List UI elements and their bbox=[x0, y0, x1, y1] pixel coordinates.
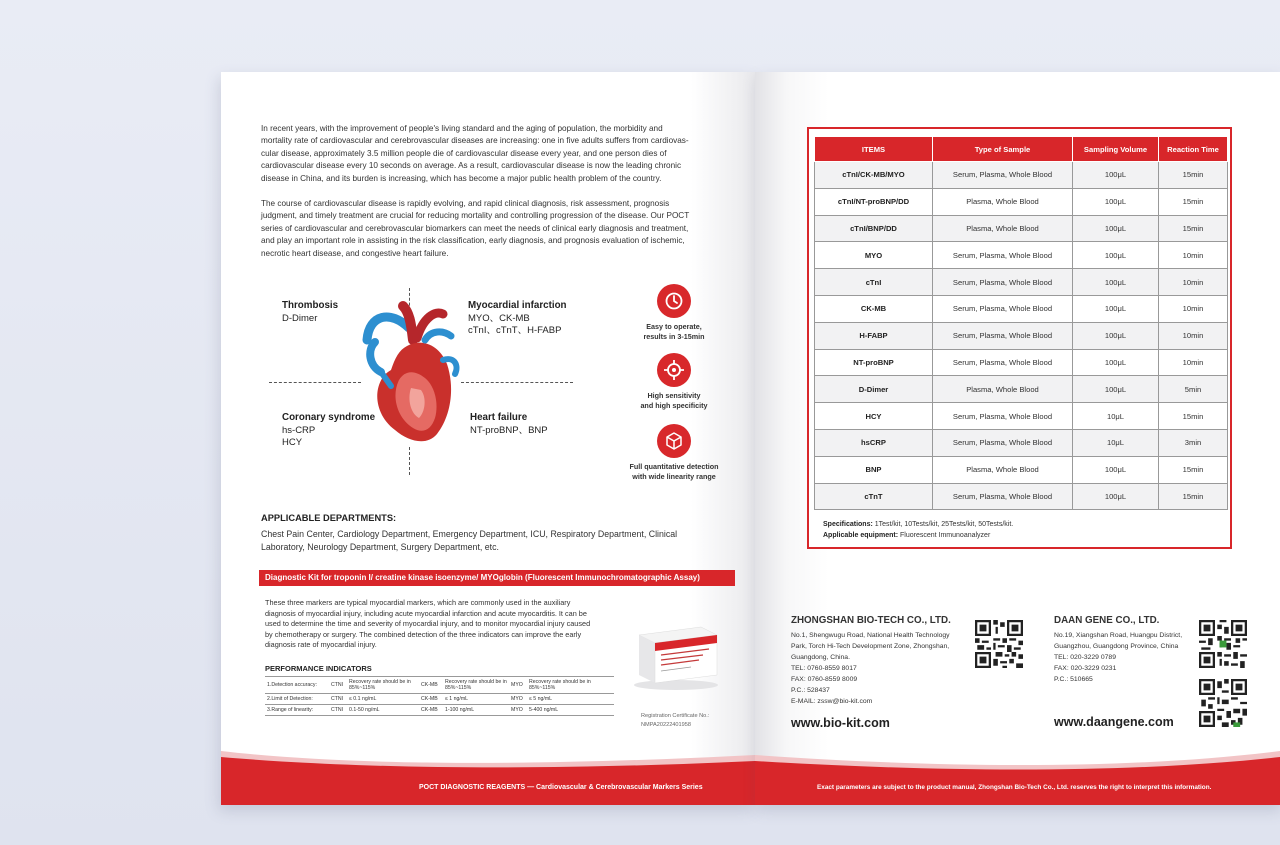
clock-icon bbox=[657, 284, 691, 318]
kit-line: These three markers are typical myocardial markers, which are commonly used in the auxiliary bbox=[265, 598, 571, 607]
feature-text: with wide linearity range bbox=[632, 472, 716, 481]
column-header: Reaction Time bbox=[1159, 137, 1228, 162]
marker-title: Thrombosis bbox=[282, 300, 339, 311]
marker-line: HCY bbox=[282, 437, 303, 448]
spec-value: 1Test/kit, 10Tests/kit, 25Tests/kit, 50Tests/kit. bbox=[874, 521, 1014, 528]
perf-cell: 0.1-50 ng/mL bbox=[347, 705, 419, 716]
intro-p1-line: cardiovascular disease every 10 seconds on average. As a result, cardiovascular disease is now the leading chronic bbox=[261, 161, 682, 171]
sample-type: Serum, Plasma, Whole Blood bbox=[933, 322, 1073, 349]
intro-p1-line: mortality rate of cardiovascular and cerebrovascular diseases are increasing: one in five adults suffers from cardiovas- bbox=[261, 136, 689, 146]
marker-line: MYO、CK-MB bbox=[468, 312, 530, 324]
item-name: MYO bbox=[815, 242, 933, 269]
sample-type: Serum, Plasma, Whole Blood bbox=[933, 349, 1073, 376]
reaction-time: 15min bbox=[1159, 403, 1228, 430]
reaction-time: 15min bbox=[1159, 215, 1228, 242]
spec-label: Specifications: bbox=[823, 521, 873, 528]
table-header-row bbox=[815, 137, 1228, 162]
sampling-volume: 100μL bbox=[1073, 456, 1159, 483]
item-name: CK-MB bbox=[815, 295, 933, 322]
item-name: cTnI/NT-proBNP/DD bbox=[815, 188, 933, 215]
table-row bbox=[815, 376, 1228, 403]
table-row bbox=[815, 162, 1228, 189]
qr-code bbox=[1199, 679, 1247, 727]
company-address: Park, Torch Hi-Tech Development Zone, Zhongshan, bbox=[791, 643, 950, 650]
perf-cell: CK-MB bbox=[419, 677, 443, 694]
sample-type: Serum, Plasma, Whole Blood bbox=[933, 162, 1073, 189]
feature-quantitative bbox=[619, 424, 729, 482]
footer-wave bbox=[755, 743, 1280, 805]
reaction-time: 15min bbox=[1159, 188, 1228, 215]
sampling-volume: 100μL bbox=[1073, 483, 1159, 510]
perf-cell: CK-MB bbox=[419, 705, 443, 716]
item-name: cTnI bbox=[815, 269, 933, 296]
reaction-time: 15min bbox=[1159, 456, 1228, 483]
marker-title: Coronary syndrome bbox=[282, 412, 376, 423]
sampling-volume: 10μL bbox=[1073, 429, 1159, 456]
sample-type: Serum, Plasma, Whole Blood bbox=[933, 242, 1073, 269]
table-row bbox=[815, 188, 1228, 215]
table-row bbox=[815, 242, 1228, 269]
feature-sensitivity bbox=[619, 353, 729, 411]
item-name: cTnI/BNP/DD bbox=[815, 215, 933, 242]
marker-line: NT-proBNP、BNP bbox=[470, 424, 548, 436]
perf-cell: CTNI bbox=[329, 677, 347, 694]
marker-coronary-syndrome bbox=[282, 412, 375, 450]
marker-myocardial-infarction bbox=[468, 300, 567, 338]
reaction-time: 3min bbox=[1159, 429, 1228, 456]
column-header: Type of Sample bbox=[933, 137, 1073, 162]
perf-cell: MYO bbox=[509, 694, 527, 705]
table-row bbox=[815, 215, 1228, 242]
intro-p2-line: series of cardiovascular and cerebrovascular biomarkers can meet the needs of clinical early diagnosis and treatment, bbox=[261, 223, 689, 233]
item-name: D-Dimer bbox=[815, 376, 933, 403]
sample-type: Serum, Plasma, Whole Blood bbox=[933, 269, 1073, 296]
reaction-time: 10min bbox=[1159, 322, 1228, 349]
qr-code bbox=[975, 620, 1023, 668]
performance-table bbox=[265, 676, 614, 716]
company-website-link[interactable]: www.bio-kit.com bbox=[791, 716, 890, 730]
perf-cell: 5-400 ng/mL bbox=[527, 705, 614, 716]
reaction-time: 10min bbox=[1159, 242, 1228, 269]
perf-cell: ≤ 5 ng/mL bbox=[527, 694, 614, 705]
company-postcode: P.C.: 510665 bbox=[1054, 676, 1093, 683]
marker-heart-failure bbox=[470, 412, 548, 437]
sampling-volume: 100μL bbox=[1073, 349, 1159, 376]
company-email[interactable]: E-MAIL: zssw@bio-kit.com bbox=[791, 698, 873, 705]
performance-title: PERFORMANCE INDICATORS bbox=[265, 664, 372, 673]
kit-line: diagnosis rate of myocardial injury. bbox=[265, 640, 377, 650]
company-zhongshan bbox=[791, 615, 951, 730]
perf-cell: CTNI bbox=[329, 705, 347, 716]
sample-type: Serum, Plasma, Whole Blood bbox=[933, 483, 1073, 510]
perf-cell: MYO bbox=[509, 677, 527, 694]
table-row bbox=[265, 677, 614, 694]
left-page bbox=[221, 72, 755, 805]
item-name: cTnT bbox=[815, 483, 933, 510]
sampling-volume: 100μL bbox=[1073, 322, 1159, 349]
departments-line: Chest Pain Center, Cardiology Department, Emergency Department, ICU, Respiratory Department, Clinical bbox=[261, 529, 678, 539]
reaction-time: 10min bbox=[1159, 295, 1228, 322]
feature-text: and high specificity bbox=[640, 401, 708, 410]
departments-text bbox=[261, 528, 701, 554]
sample-type: Plasma, Whole Blood bbox=[933, 188, 1073, 215]
target-icon bbox=[657, 353, 691, 387]
company-website-link[interactable]: www.daangene.com bbox=[1054, 715, 1174, 729]
column-header: ITEMS bbox=[815, 137, 933, 162]
sampling-volume: 100μL bbox=[1073, 242, 1159, 269]
company-daan-gene bbox=[1054, 615, 1182, 729]
departments-line: Laboratory, Neurology Department, Surgery Department, etc. bbox=[261, 542, 499, 552]
kit-line: by chemotherapy or surgery. The combined detection of the three indicators can improve the early bbox=[265, 629, 582, 639]
departments-title: APPLICABLE DEPARTMENTS: bbox=[261, 513, 397, 523]
company-tel: TEL: 0760-8559 8017 bbox=[791, 665, 857, 672]
specifications bbox=[823, 519, 1013, 541]
perf-cell: Recovery rate should be in 85%~115% bbox=[527, 677, 614, 694]
marker-thrombosis bbox=[282, 300, 338, 325]
sampling-volume: 100μL bbox=[1073, 269, 1159, 296]
cube-icon bbox=[657, 424, 691, 458]
footer-wave bbox=[221, 743, 755, 805]
sample-type: Serum, Plasma, Whole Blood bbox=[933, 403, 1073, 430]
company-postcode: P.C.: 528437 bbox=[791, 687, 830, 694]
intro-p2-line: necrotic heart disease, and congestive heart failure. bbox=[261, 248, 449, 258]
product-box-image bbox=[631, 621, 721, 691]
company-fax: FAX: 020-3229 0231 bbox=[1054, 665, 1117, 672]
sampling-volume: 100μL bbox=[1073, 162, 1159, 189]
kit-description bbox=[265, 598, 615, 651]
reaction-time: 15min bbox=[1159, 162, 1228, 189]
table-row bbox=[265, 705, 614, 716]
footer-disclaimer: Exact parameters are subject to the product manual, Zhongshan Bio-Tech Co., Ltd. reserves the right to interpret this information. bbox=[817, 784, 1212, 791]
intro-p1-line: cular disease, approximately 3.5 million people die of cardiovascular disease every year, and one person dies of bbox=[261, 148, 667, 158]
table-row bbox=[815, 322, 1228, 349]
sample-type: Serum, Plasma, Whole Blood bbox=[933, 429, 1073, 456]
divider-line bbox=[409, 447, 410, 475]
qr-code bbox=[1199, 620, 1247, 668]
perf-cell: ≤ 0.1 ng/mL bbox=[347, 694, 419, 705]
registration-info bbox=[641, 712, 709, 729]
company-address: Guangzhou, Guangdong Province, China bbox=[1054, 643, 1179, 650]
table-row bbox=[815, 269, 1228, 296]
perf-cell: 3.Range of linearity: bbox=[265, 705, 329, 716]
footer-series-text: POCT DIAGNOSTIC REAGENTS — Cardiovascular & Cerebrovascular Markers Series bbox=[419, 784, 703, 791]
table-row bbox=[265, 694, 614, 705]
equipment-value: Fluorescent Immunoanalyzer bbox=[900, 532, 991, 539]
kit-line: used to determine the time and severity of myocardial injury, and to monitor myocardial injury caused bbox=[265, 619, 591, 629]
perf-cell: CTNI bbox=[329, 694, 347, 705]
sampling-volume: 100μL bbox=[1073, 376, 1159, 403]
sample-type: Plasma, Whole Blood bbox=[933, 376, 1073, 403]
registration-number: NMPA20222401958 bbox=[641, 721, 691, 728]
perf-cell: 1-100 ng/mL bbox=[443, 705, 509, 716]
sample-type: Serum, Plasma, Whole Blood bbox=[933, 295, 1073, 322]
feature-text: Easy to operate, bbox=[646, 322, 702, 331]
intro-p1-line: disease in China, and its burden is increasing, which has become a major public health problem of the country. bbox=[261, 173, 662, 183]
reaction-time: 5min bbox=[1159, 376, 1228, 403]
sampling-volume: 10μL bbox=[1073, 403, 1159, 430]
sampling-volume: 100μL bbox=[1073, 215, 1159, 242]
right-page bbox=[755, 72, 1280, 805]
item-name: cTnI/CK-MB/MYO bbox=[815, 162, 933, 189]
intro-p2-line: and play an important role in assisting in the risk classification, early diagnosis, and prognosis evaluation of ischemic, bbox=[261, 236, 685, 246]
intro-p1-line: In recent years, with the improvement of people's living standard and the aging of population, the morbidity and bbox=[261, 124, 663, 133]
table-row bbox=[815, 403, 1228, 430]
perf-cell: 2.Limit of Detection: bbox=[265, 694, 329, 705]
company-fax: FAX: 0760-8559 8009 bbox=[791, 676, 858, 683]
company-address: No.19, Xiangshan Road, Huangpu District, bbox=[1054, 632, 1183, 639]
table-row bbox=[815, 456, 1228, 483]
marker-title: Heart failure bbox=[470, 412, 528, 423]
perf-cell: 1.Detection accuracy: bbox=[265, 677, 329, 694]
perf-cell: ≤ 1 ng/mL bbox=[443, 694, 509, 705]
table-row bbox=[815, 295, 1228, 322]
items-table-frame bbox=[807, 127, 1232, 549]
intro-paragraph-2 bbox=[261, 198, 693, 260]
kit-banner: Diagnostic Kit for troponin I/ creatine kinase isoenzyme/ MYOglobin (Fluorescent Immunochromatographic Assay) bbox=[259, 570, 735, 586]
intro-p2-line: The course of cardiovascular disease is rapidly evolving, and rapid clinical diagnosis, risk assessment, prognosis bbox=[261, 199, 670, 208]
table-row bbox=[815, 483, 1228, 510]
item-name: H-FABP bbox=[815, 322, 933, 349]
table-row bbox=[815, 349, 1228, 376]
item-name: NT-proBNP bbox=[815, 349, 933, 376]
intro-paragraph-1 bbox=[261, 123, 693, 185]
sampling-volume: 100μL bbox=[1073, 188, 1159, 215]
perf-cell: Recovery rate should be in 85%~115% bbox=[347, 677, 419, 694]
items-table bbox=[814, 136, 1228, 510]
divider-line bbox=[269, 382, 361, 383]
company-name: DAAN GENE CO., LTD. bbox=[1054, 615, 1160, 626]
perf-cell: MYO bbox=[509, 705, 527, 716]
marker-line: hs-CRP bbox=[282, 424, 316, 436]
perf-cell: CK-MB bbox=[419, 694, 443, 705]
reaction-time: 10min bbox=[1159, 349, 1228, 376]
intro-p2-line: judgment, and timely treatment are crucial for reducing mortality and controlling progression of the disease. Our POCT bbox=[261, 211, 690, 221]
marker-title: Myocardial infarction bbox=[468, 300, 567, 311]
company-name: ZHONGSHAN BIO-TECH CO., LTD. bbox=[791, 615, 951, 626]
feature-text: Full quantitative detection bbox=[629, 462, 719, 471]
kit-line: diagnosis of myocardial injury, including acute myocardial infarction and acute myocarditis. It can be bbox=[265, 608, 587, 618]
item-name: hsCRP bbox=[815, 429, 933, 456]
marker-line: D-Dimer bbox=[282, 312, 318, 324]
table-row bbox=[815, 429, 1228, 456]
marker-line: cTnI、cTnT、H-FABP bbox=[468, 325, 562, 336]
perf-cell: Recovery rate should be in 85%~115% bbox=[443, 677, 509, 694]
sampling-volume: 100μL bbox=[1073, 295, 1159, 322]
company-address: Guangdong, China. bbox=[791, 654, 850, 661]
reaction-time: 10min bbox=[1159, 269, 1228, 296]
equipment-label: Applicable equipment: bbox=[823, 532, 899, 539]
company-tel: TEL: 020-3229 0789 bbox=[1054, 654, 1116, 661]
item-name: BNP bbox=[815, 456, 933, 483]
reaction-time: 15min bbox=[1159, 483, 1228, 510]
company-address: No.1, Shengwugu Road, National Health Technology bbox=[791, 632, 950, 639]
sample-type: Plasma, Whole Blood bbox=[933, 456, 1073, 483]
feature-text: results in 3-15min bbox=[643, 332, 705, 341]
feature-text: High sensitivity bbox=[647, 391, 701, 400]
divider-line bbox=[461, 382, 573, 383]
sample-type: Plasma, Whole Blood bbox=[933, 215, 1073, 242]
item-name: HCY bbox=[815, 403, 933, 430]
column-header: Sampling Volume bbox=[1073, 137, 1159, 162]
registration-label: Registration Certificate No.: bbox=[641, 713, 710, 719]
feature-easy-operate bbox=[619, 284, 729, 342]
